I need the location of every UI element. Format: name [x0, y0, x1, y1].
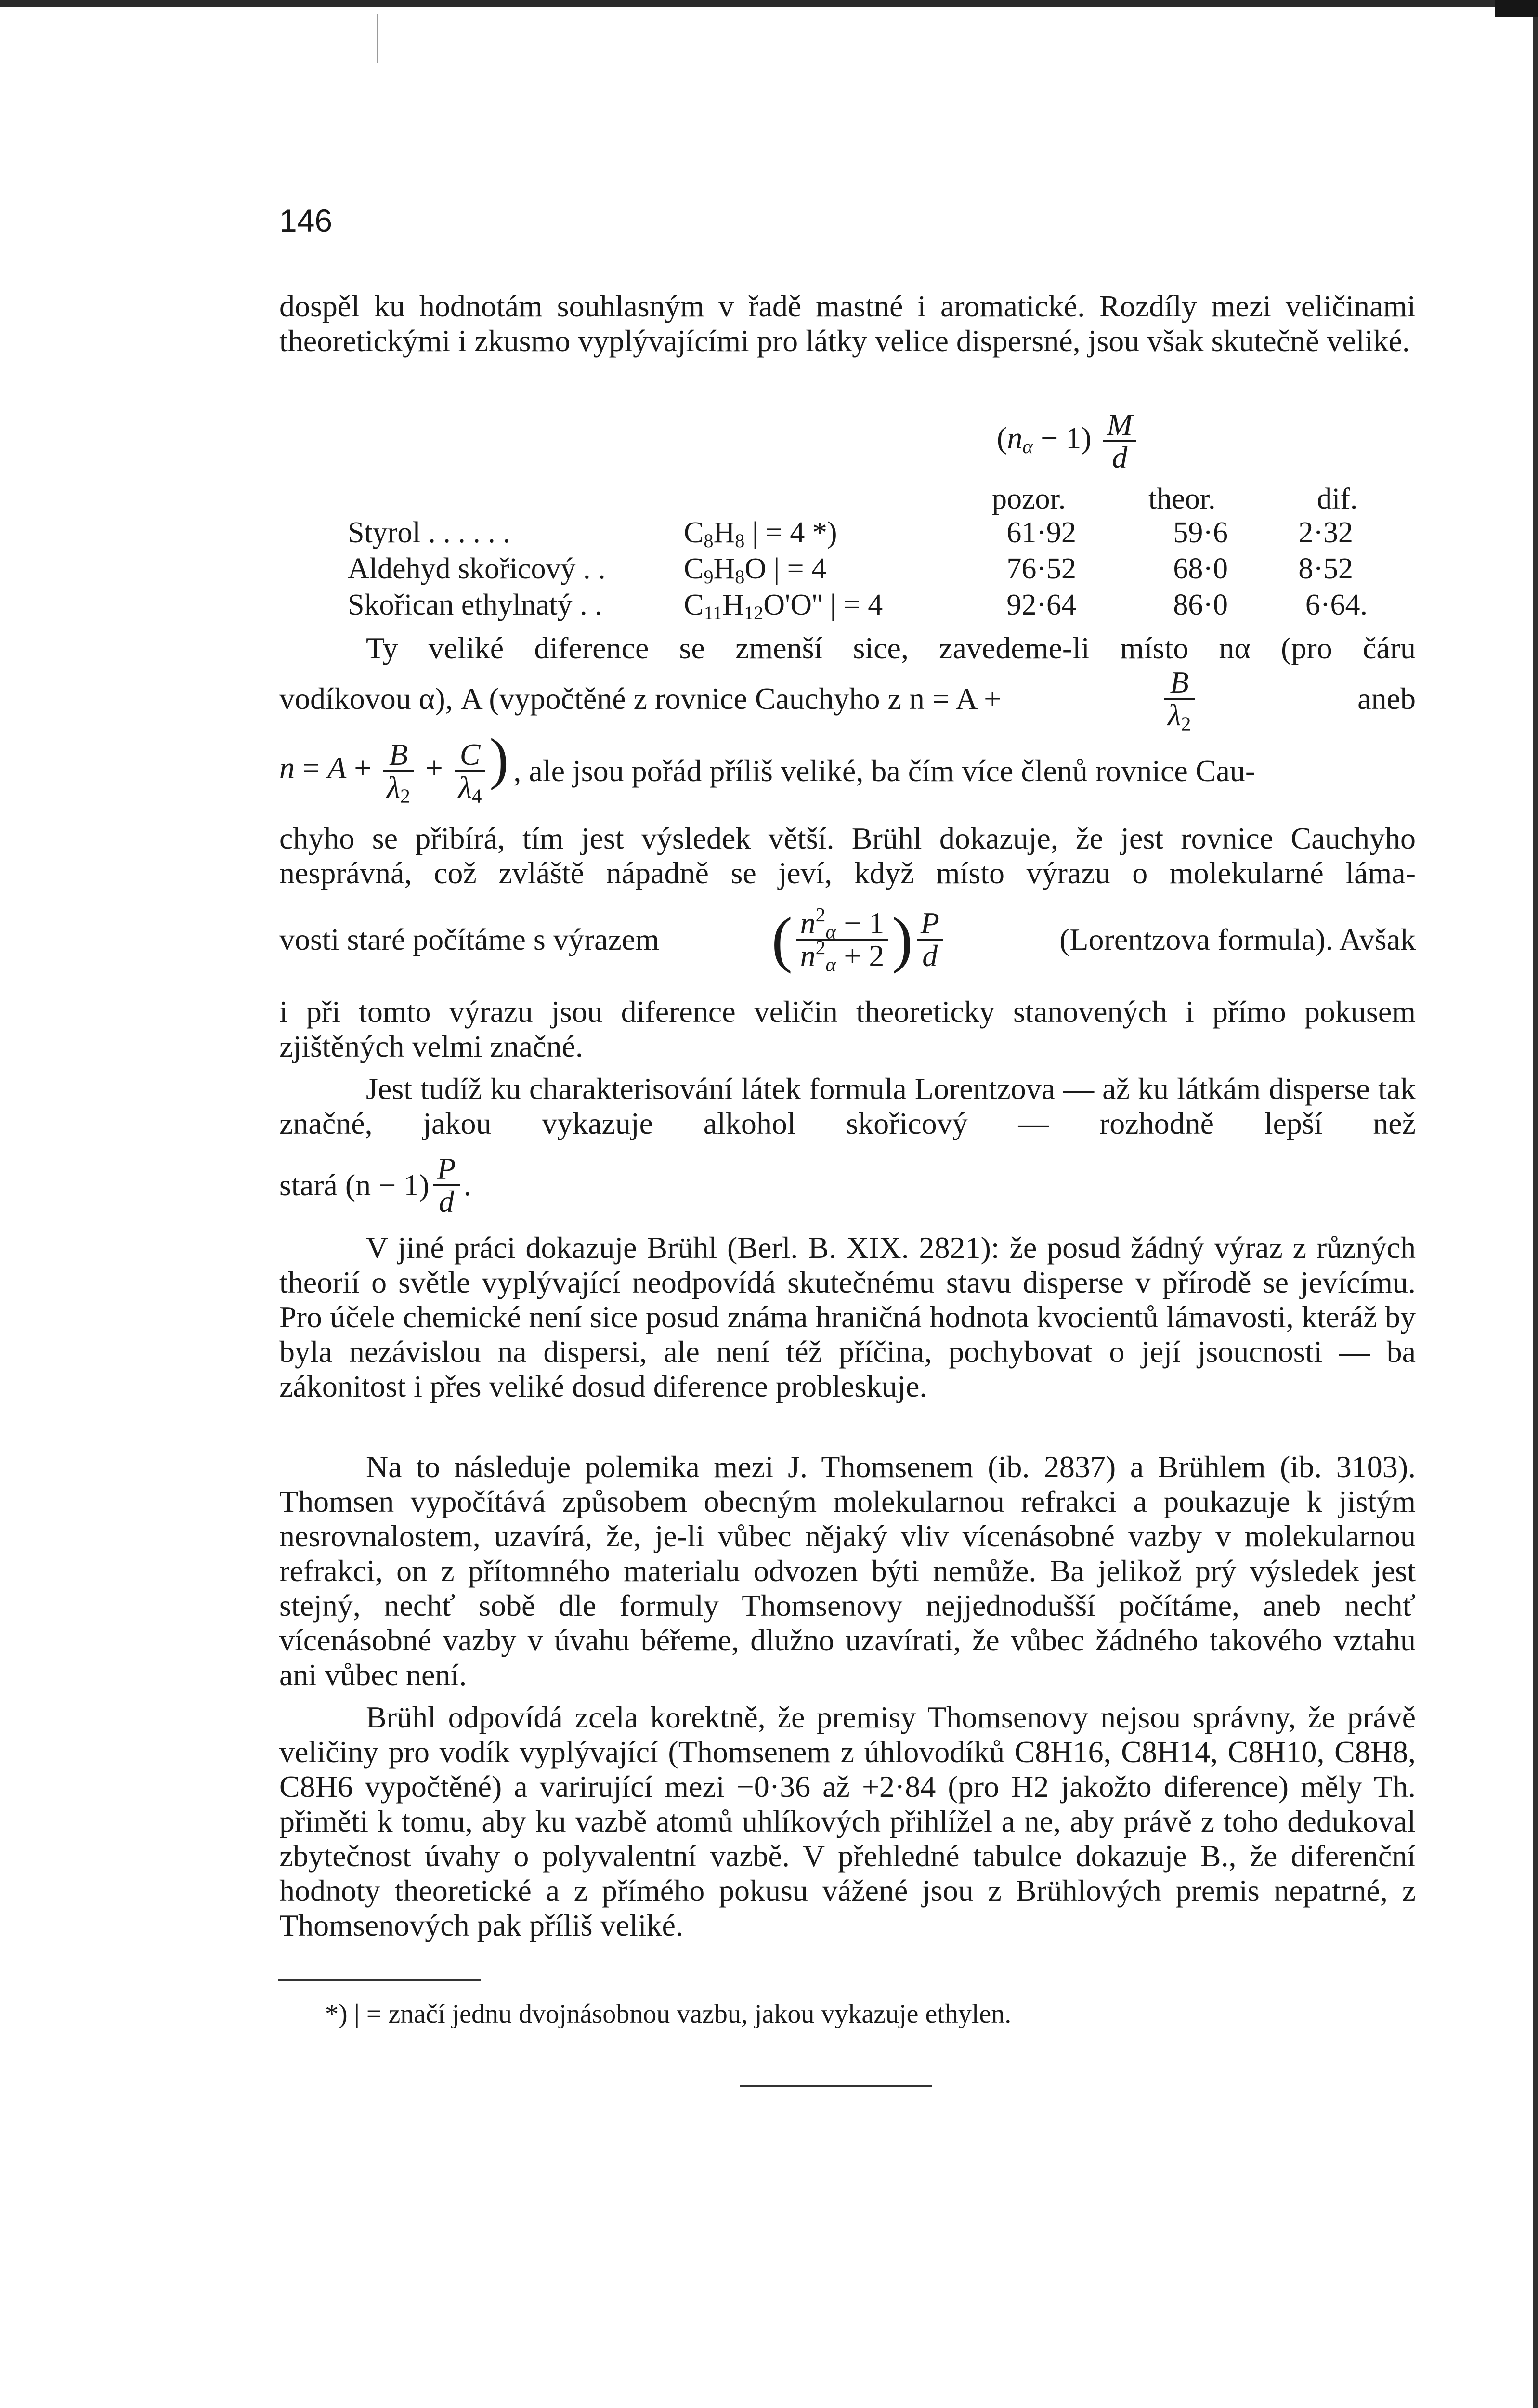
old-formula-line	[279, 1153, 471, 1217]
cauchy-formula-line	[279, 726, 1256, 807]
lorentz-line	[279, 903, 1416, 976]
formula-n-cauchy: n = A + $\frac{B}{\lambda_2}$ + $\frac{C}{\lambda_4}$ )	[279, 726, 509, 807]
value-theor: 59·6	[1173, 516, 1228, 549]
scan-edge-top	[0, 0, 1538, 7]
page-number: 146	[279, 203, 333, 238]
lorentz-text-b: (Lorentzova formula). Avšak	[1059, 922, 1416, 956]
scan-edge-corner	[1495, 0, 1538, 17]
compound-name: Styrol . . . . . .	[348, 516, 510, 549]
table-header-formula: $(n_\alpha - 1)$ $\frac{M}{d}$	[997, 409, 1140, 473]
scan-edge-right	[1533, 0, 1538, 2408]
end-rule	[740, 2085, 932, 2087]
fraction-p-d: $\frac{P}{d}$	[433, 1153, 460, 1217]
cauchy-line2-text: vodíkovou α), A (vypočtěné z rovnice Cauchyho z n = A +	[279, 681, 1002, 716]
paragraph-bruhl-reply: Brühl odpovídá zcela korektně, že premisy Thomsenovy nejsou správny, že právě veličiny pro vodík vyplývající (Thomsenem z úhlovodíků C8H16, C8H14, C8H10, C8H8, C8H6 vypočtěné) a varirující mezi −0·36 až +2·84 (pro H2 jakožto diference) měly Th. přiměti k tomu, aby ku vazbě atomů uhlíkových přihlížel a ne, aby právě z toho dedukoval zbytečnost úvahy o polyvalentní vazbě. V přehledné tabulce dokazuje B., že diferenční hodnoty theoretické a z přímého pokusu vážené jsou z Brühlových premis nepatrné, z Thomsenových pak příliš veliké.	[279, 1700, 1416, 1942]
compound-name: Skořican ethylnatý . .	[348, 589, 602, 621]
fraction-b-lambda2: $\frac{B}{\lambda_2}$	[1164, 667, 1195, 731]
value-dif: 2·32	[1298, 516, 1353, 549]
footnote: *) | = značí jednu dvojnásobnou vazbu, jakou vykazuje ethylen.	[325, 1999, 1012, 2029]
compound-formula: $C_8H_8$ | = 4 *)	[684, 516, 837, 552]
footnote-rule	[278, 1979, 481, 1981]
compound-formula: $C_{11}H_{12}O'O''$ | = 4	[684, 589, 883, 624]
compound-name: Aldehyd skořicový . .	[348, 552, 606, 585]
paragraph-cauchy-continued: chyho se přibírá, tím jest výsledek větší. Brühl dokazuje, že jest rovnice Cauchyho nesprávná, což zvláště nápadně se jeví, když místo výrazu o molekularné láma-	[279, 821, 1416, 890]
scan-mark	[377, 14, 378, 63]
value-pozor: 61·92	[1006, 516, 1076, 549]
paragraph-lorentz-tail: i při tomto výrazu jsou diference veličin theoreticky stanovených i přímo pokusem zjištěných velmi značné.	[279, 995, 1416, 1063]
col-header-theor: theor.	[1148, 483, 1216, 515]
paragraph-bruhl-dispersion: V jiné práci dokazuje Brühl (Berl. B. XIX. 2821): že posud žádný výraz z různých theorií o světle vyplývající neodpovídá skutečnému stavu disperse v přírodě se jevícímu. Pro účele chemické není sice posud známa hraničná hodnota kvocientů lámavosti, kteráž by byla nezávislou na dispersi, ale není též příčina, pochybovat o její jsoucnosti — ba zákonitost i přes veliké dosud diference probleskuje.	[279, 1230, 1416, 1403]
paragraph-thomsen-polemic: Na to následuje polemika mezi J. Thomsenem (ib. 2837) a Brühlem (ib. 3103). Thomsen vypočítává způsobem obecným molekularnou refrakci a poukazuje k jistým nesrovnalostem, uzavírá, že, je-li vůbec nějaký vliv vícenásobné vazby v molekularnou refrakci, on z přítomného materialu odvozen býti nemůže. Ba jelikož prý výsledek jest stejný, nechť sobě dle formuly Thomsenovy nejjednodušší počítáme, aneb nechť vícenásobné vazby v úvahu béřeme, dlužno uzavírati, že vůbec žádného takového vztahu ani vůbec není.	[279, 1450, 1416, 1692]
value-theor: 86·0	[1173, 589, 1228, 621]
paragraph-lorentz-better: Jest tudíž ku charakterisování látek formula Lorentzova — až ku látkám disperse tak značné, jakou vykazuje alkohol skořicový — rozhodně lepší než	[279, 1072, 1416, 1140]
col-header-pozor: pozor.	[992, 483, 1066, 515]
lorentz-text-a: vosti staré počítáme s výrazem	[279, 922, 660, 956]
value-dif: 6·64.	[1305, 589, 1368, 621]
compound-formula: $C_9H_8O$ | = 4	[684, 552, 827, 588]
paragraph-cauchy-line1: Ty veliké diference se zmenší sice, zavedeme-li místo nα (pro čáru	[366, 631, 1416, 665]
cauchy-line2-aneb: aneb	[1357, 681, 1416, 716]
old-formula-period: .	[463, 1168, 471, 1202]
paragraph-intro: dospěl ku hodnotám souhlasným v řadě mastné i aromatické. Rozdíly mezi veličinami theoretickými i zkusmo vyplývajícími pro látky velice dispersné, jsou však skutečně veliké.	[279, 289, 1416, 358]
cauchy-formula-rest: , ale jsou pořád příliš veliké, ba čím více členů rovnice Cau-	[513, 754, 1256, 788]
old-formula-text: stará (n − 1)	[279, 1168, 430, 1202]
value-dif: 8·52	[1298, 552, 1353, 585]
value-pozor: 76·52	[1006, 552, 1076, 585]
col-header-dif: dif.	[1317, 483, 1358, 515]
value-theor: 68·0	[1173, 552, 1228, 585]
lorentz-formula: ( $\frac{n^2_\alpha - 1}{n^2_\alpha + 2}$ ) $\frac{P}{d}$	[771, 908, 947, 971]
value-pozor: 92·64	[1006, 589, 1076, 621]
cauchy-line2	[279, 665, 1416, 735]
